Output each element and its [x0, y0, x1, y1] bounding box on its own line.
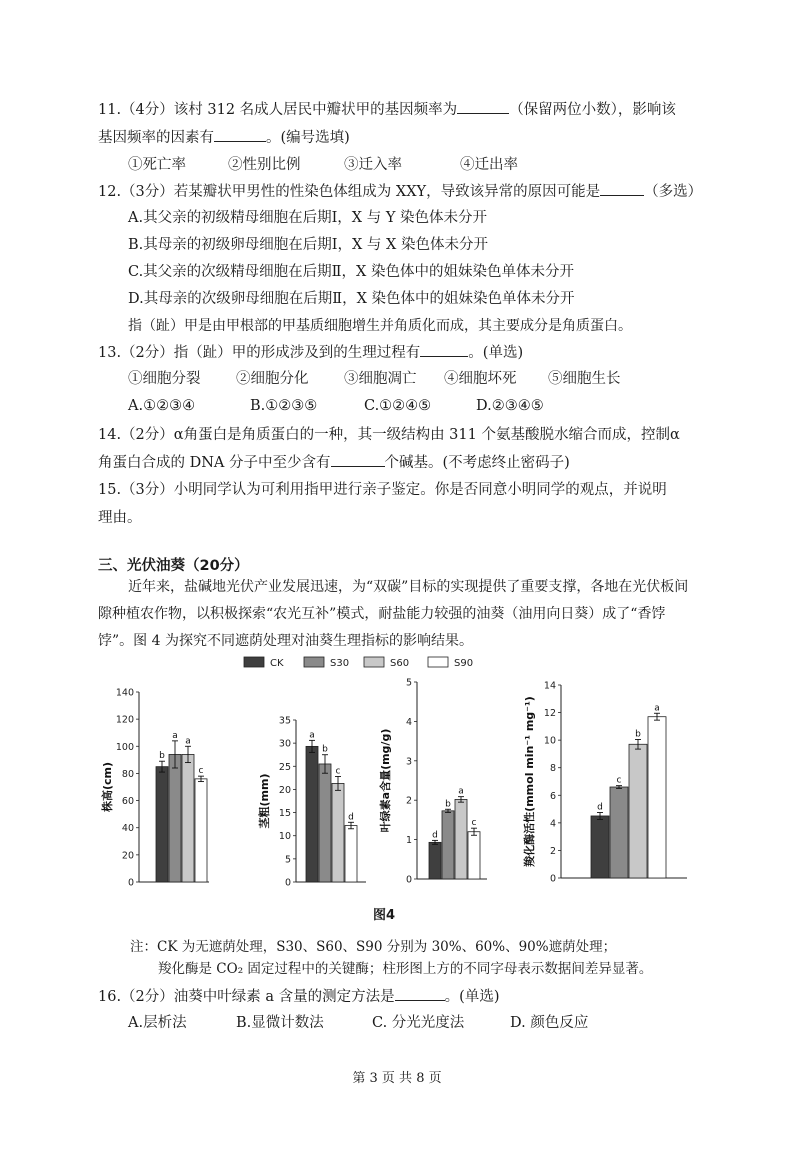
q12-option-d: D.其母亲的次级卵母细胞在后期Ⅱ，X 染色体中的姐妹染色单体未分开: [128, 291, 575, 307]
y-tick-label: 14: [543, 680, 556, 692]
figure-4-bar-charts: [101, 650, 700, 890]
choice: C.①②④⑤: [364, 398, 432, 414]
y-tick-label: 15: [278, 808, 291, 820]
y-tick-label: 0: [405, 874, 412, 886]
q15-line1: 15.（3分）小明同学认为可利用指甲进行亲子鉴定。你是否同意小明同学的观点，并说明: [98, 482, 667, 498]
answer-blank[interactable]: [214, 127, 266, 142]
bar: [629, 744, 647, 878]
y-tick-label: 60: [121, 796, 134, 808]
bar: [442, 811, 454, 879]
y-tick-label: 6: [549, 790, 556, 802]
y-tick-label: 2: [549, 845, 556, 857]
y-tick-label: 1: [405, 835, 412, 847]
section-title: 三、光伏油葵（20分）: [98, 558, 249, 574]
section-paragraph: 近年来，盐碱地光伏产业发展迅速，为“双碳”目标的实现提供了重要支撑，各地在光伏板间隙种植农作物，以积极探索“农光互补”模式，耐盐能力较强的油葵（油用向日葵）成了“香饽饽”。图 4 为探究不同遮荫处理对油葵生理指标的影响结果。: [98, 579, 689, 649]
item: ③细胞凋亡: [344, 371, 417, 387]
note-line1: 注：CK 为无遮荫处理，S30、S60、S90 分别为 30%、60%、90%遮荫处理；: [130, 939, 617, 955]
q14-line1: 14.（2分）α角蛋白是角质蛋白的一种，其一级结构由 311 个氨基酸脱水缩合而成，控制α: [98, 427, 680, 443]
significance-label: b: [159, 751, 165, 762]
q16-stem: 16.（2分）油葵中叶绿素 a 含量的测定方法是 。(单选): [98, 986, 499, 1007]
legend-swatch: [244, 657, 264, 667]
significance-label: d: [432, 830, 438, 841]
item: ④细胞坏死: [444, 371, 517, 387]
y-tick-label: 5: [284, 854, 291, 866]
y-tick-label: 25: [278, 761, 291, 773]
bar: [648, 717, 666, 878]
legend-label: CK: [270, 658, 284, 669]
item: ①细胞分裂: [128, 371, 201, 387]
choice: D. 颜色反应: [510, 1015, 589, 1031]
q12-option-b: B.其母亲的初级卵母细胞在后期Ⅰ，X 与 X 染色体未分开: [128, 237, 488, 253]
legend-label: S90: [454, 658, 474, 669]
answer-blank[interactable]: [457, 99, 509, 114]
y-axis-label: 茎粗(mm): [258, 773, 271, 829]
choice: B.显微计数法: [236, 1015, 324, 1031]
q12-option-c: C.其父亲的次级精母细胞在后期Ⅱ，X 染色体中的姐妹染色单体未分开: [128, 264, 574, 280]
choice: C. 分光光度法: [372, 1015, 465, 1031]
significance-label: a: [654, 703, 660, 714]
y-tick-label: 100: [115, 741, 134, 753]
q11-options: [128, 155, 518, 175]
q16-choices: [128, 1013, 588, 1033]
y-tick-label: 20: [278, 784, 291, 796]
choice: A.①②③④: [128, 398, 196, 414]
q13-choices: [128, 396, 544, 416]
y-tick-label: 80: [121, 768, 134, 780]
bar: [332, 783, 344, 882]
answer-blank[interactable]: [395, 986, 445, 1001]
option: ②性别比例: [228, 157, 301, 173]
bar: [195, 779, 207, 882]
significance-label: a: [309, 730, 315, 741]
legend-label: S60: [390, 658, 410, 669]
y-tick-label: 12: [543, 708, 556, 720]
item: ⑤细胞生长: [548, 371, 621, 387]
y-tick-label: 3: [405, 756, 412, 768]
significance-label: c: [616, 775, 622, 786]
legend-swatch: [428, 657, 448, 667]
bar: [468, 832, 480, 879]
significance-label: b: [322, 744, 328, 755]
bar: [319, 764, 331, 882]
bar: [156, 767, 168, 882]
y-tick-label: 0: [284, 877, 291, 889]
q14-line2: 角蛋白合成的 DNA 分子中至少含有 个碱基。(不考虑终止密码子): [98, 452, 570, 473]
bar: [429, 842, 441, 879]
y-tick-label: 8: [549, 763, 556, 775]
significance-label: d: [597, 802, 603, 813]
y-tick-label: 0: [549, 873, 556, 885]
significance-label: a: [185, 736, 191, 747]
bar: [182, 754, 194, 882]
y-tick-label: 120: [115, 714, 134, 726]
answer-blank[interactable]: [420, 342, 468, 357]
option: ④迁出率: [460, 157, 518, 173]
q13-items: [128, 369, 621, 389]
choice: A.层析法: [128, 1015, 187, 1031]
y-axis-label: 叶绿素a含量(mg/g): [379, 728, 392, 833]
significance-label: a: [172, 730, 178, 741]
y-tick-label: 10: [278, 831, 291, 843]
bar: [610, 787, 628, 878]
y-tick-label: 140: [115, 687, 134, 699]
y-tick-label: 2: [405, 795, 412, 807]
choice: D.②③④⑤: [476, 398, 544, 414]
item: ②细胞分化: [236, 371, 309, 387]
figure-caption: 图4: [373, 908, 396, 923]
option: ③迁入率: [344, 157, 402, 173]
legend-swatch: [364, 657, 384, 667]
choice: B.①②③⑤: [250, 398, 318, 414]
q11-line1: 11.（4分）该村 312 名成人居民中瓣状甲的基因频率为 （保留两位小数），影响该: [98, 99, 676, 120]
q12-option-a: A.其父亲的初级精母细胞在后期Ⅰ，X 与 Y 染色体未分开: [128, 210, 488, 226]
legend-swatch: [304, 657, 324, 667]
bar: [455, 799, 467, 879]
y-tick-label: 30: [278, 738, 291, 750]
y-tick-label: 10: [543, 735, 556, 747]
significance-label: d: [348, 812, 354, 823]
significance-label: c: [471, 818, 477, 829]
q13-stem: 13.（2分）指（趾）甲的形成涉及到的生理过程有 。(单选): [98, 342, 523, 363]
q15-line2: 理由。: [98, 510, 142, 526]
bar: [306, 746, 318, 882]
nail-intro: 指（趾）甲是由甲根部的甲基质细胞增生并角质化而成，其主要成分是角质蛋白。: [128, 318, 632, 334]
significance-label: c: [335, 766, 341, 777]
answer-blank[interactable]: [600, 181, 644, 196]
y-axis-label: 株高(cm): [101, 761, 114, 813]
note-line2: 羧化酶是 CO₂ 固定过程中的关键酶；柱形图上方的不同字母表示数据间差异显著。: [158, 961, 653, 977]
y-axis-label: 羧化酶活性(mmol min⁻¹ mg⁻¹): [523, 696, 536, 867]
q12-stem: 12.（3分）若某瓣状甲男性的性染色体组成为 XXY，导致该异常的原因可能是 （多选）: [98, 181, 702, 202]
legend-label: S30: [330, 658, 350, 669]
significance-label: c: [198, 766, 204, 777]
significance-label: b: [635, 729, 641, 740]
significance-label: a: [458, 786, 464, 797]
bar: [345, 826, 357, 882]
significance-label: b: [445, 799, 451, 810]
y-tick-label: 40: [121, 823, 134, 835]
y-tick-label: 4: [405, 716, 412, 728]
page-footer: 第 3 页 共 8 页: [352, 1071, 442, 1086]
answer-blank[interactable]: [331, 452, 385, 467]
y-tick-label: 5: [405, 677, 412, 689]
y-tick-label: 4: [549, 818, 556, 830]
bar: [591, 816, 609, 878]
y-tick-label: 35: [278, 715, 291, 727]
bar: [169, 754, 181, 882]
q11-line2: 基因频率的因素有 。(编号选填): [98, 127, 350, 148]
option: ①死亡率: [128, 157, 186, 173]
y-tick-label: 0: [127, 877, 134, 889]
y-tick-label: 20: [121, 850, 134, 862]
